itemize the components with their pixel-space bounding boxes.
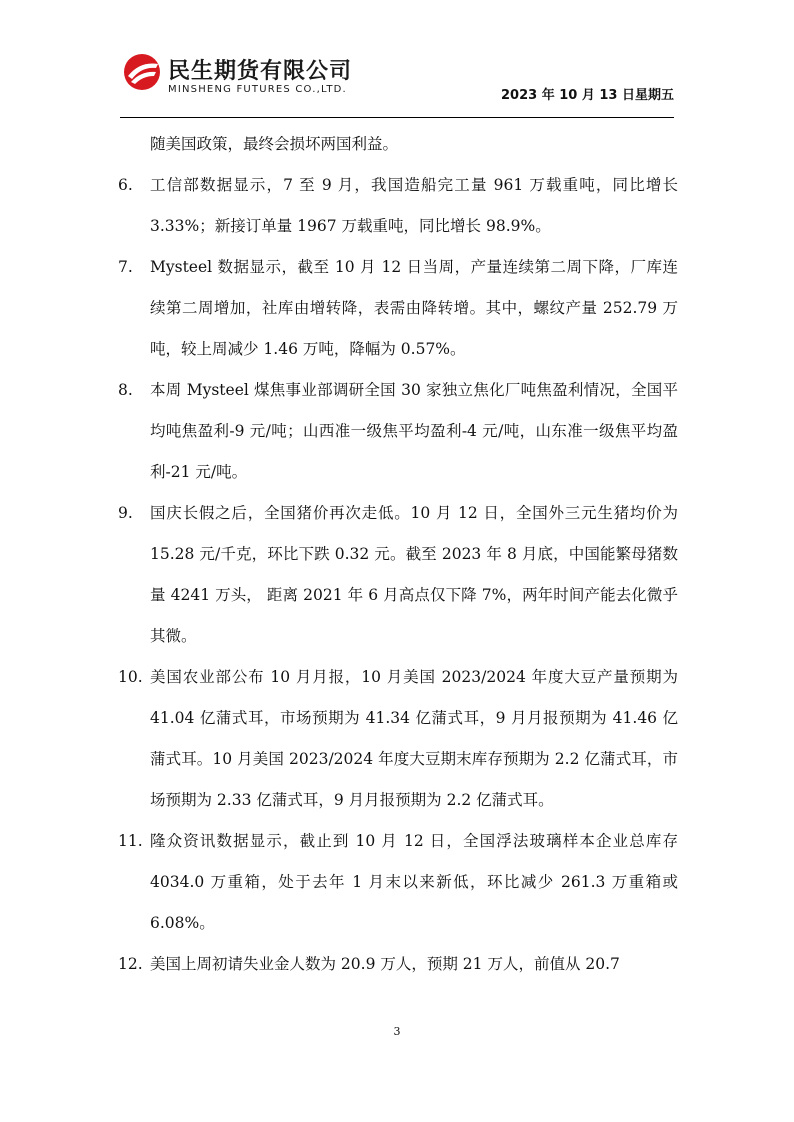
header-divider <box>120 117 674 118</box>
list-item-text: 隆众资讯数据显示，截止到 10 月 12 日，全国浮法玻璃样本企业总库存 4034.0 万重箱，处于去年 1 月末以来新低，环比减少 261.3 万重箱或 6.08%。 <box>150 832 678 932</box>
list-item-number: 9. <box>118 504 133 522</box>
list-item-text: 国庆长假之后，全国猪价再次走低。10 月 12 日，全国外三元生猪均价为 15.28 元/千克，环比下跌 0.32 元。截至 2023 年 8 月底，中国能繁母猪数量 4241 万头， 距离 2021 年 6 月高点仅下降 7%，两年时间产能去化微乎其微。 <box>150 504 678 645</box>
list-item-text: 美国上周初请失业金人数为 20.9 万人，预期 21 万人，前值从 20.7 <box>150 955 620 973</box>
list-item <box>118 657 678 821</box>
document-body <box>118 124 678 985</box>
report-date: 2023 年 10 月 13 日星期五 <box>501 88 674 103</box>
page-number: 3 <box>393 1025 401 1038</box>
continued-paragraph: 随美国政策，最终会损坏两国利益。 <box>150 135 399 153</box>
list-item <box>118 944 678 985</box>
list-item <box>118 165 678 247</box>
list-item-number: 10. <box>118 668 143 686</box>
list-item <box>118 493 678 657</box>
list-item-text: 本周 Mysteel 煤焦事业部调研全国 30 家独立焦化厂吨焦盈利情况，全国平均吨焦盈利-9 元/吨；山西准一级焦平均盈利-4 元/吨，山东准一级焦平均盈利-21 元/吨。 <box>150 381 678 481</box>
list-item-number: 12. <box>118 955 143 973</box>
list-item-text: 工信部数据显示，7 至 9 月，我国造船完工量 961 万载重吨，同比增长 3.33%；新接订单量 1967 万载重吨，同比增长 98.9%。 <box>150 176 678 235</box>
list-item-text: 美国农业部公布 10 月月报，10 月美国 2023/2024 年度大豆产量预期为 41.04 亿蒲式耳，市场预期为 41.34 亿蒲式耳，9 月月报预期为 41.46 亿蒲式耳。10 月美国 2023/2024 年度大豆期末库存预期为 2.2 亿蒲式耳，市场预期为 2.33 亿蒲式耳，9 月月报预期为 2.2 亿蒲式耳。 <box>150 668 678 809</box>
list-item-number: 8. <box>118 381 133 399</box>
list-item <box>118 247 678 370</box>
list-item-number: 7. <box>118 258 133 276</box>
minsheng-logo-icon <box>122 52 162 92</box>
list-item-number: 11. <box>118 832 143 850</box>
list-item <box>118 370 678 493</box>
brand-name-en: MINSHENG FUTURES CO.,LTD. <box>168 84 347 95</box>
brand-name-cn: 民生期货有限公司 <box>168 59 353 84</box>
list-item <box>118 821 678 944</box>
list-item-text: Mysteel 数据显示，截至 10 月 12 日当周，产量连续第二周下降，厂库连续第二周增加，社库由增转降，表需由降转增。其中，螺纹产量 252.79 万吨，较上周减少 1.46 万吨，降幅为 0.57%。 <box>150 258 678 358</box>
list-item-number: 6. <box>118 176 133 194</box>
page-header <box>0 0 794 120</box>
